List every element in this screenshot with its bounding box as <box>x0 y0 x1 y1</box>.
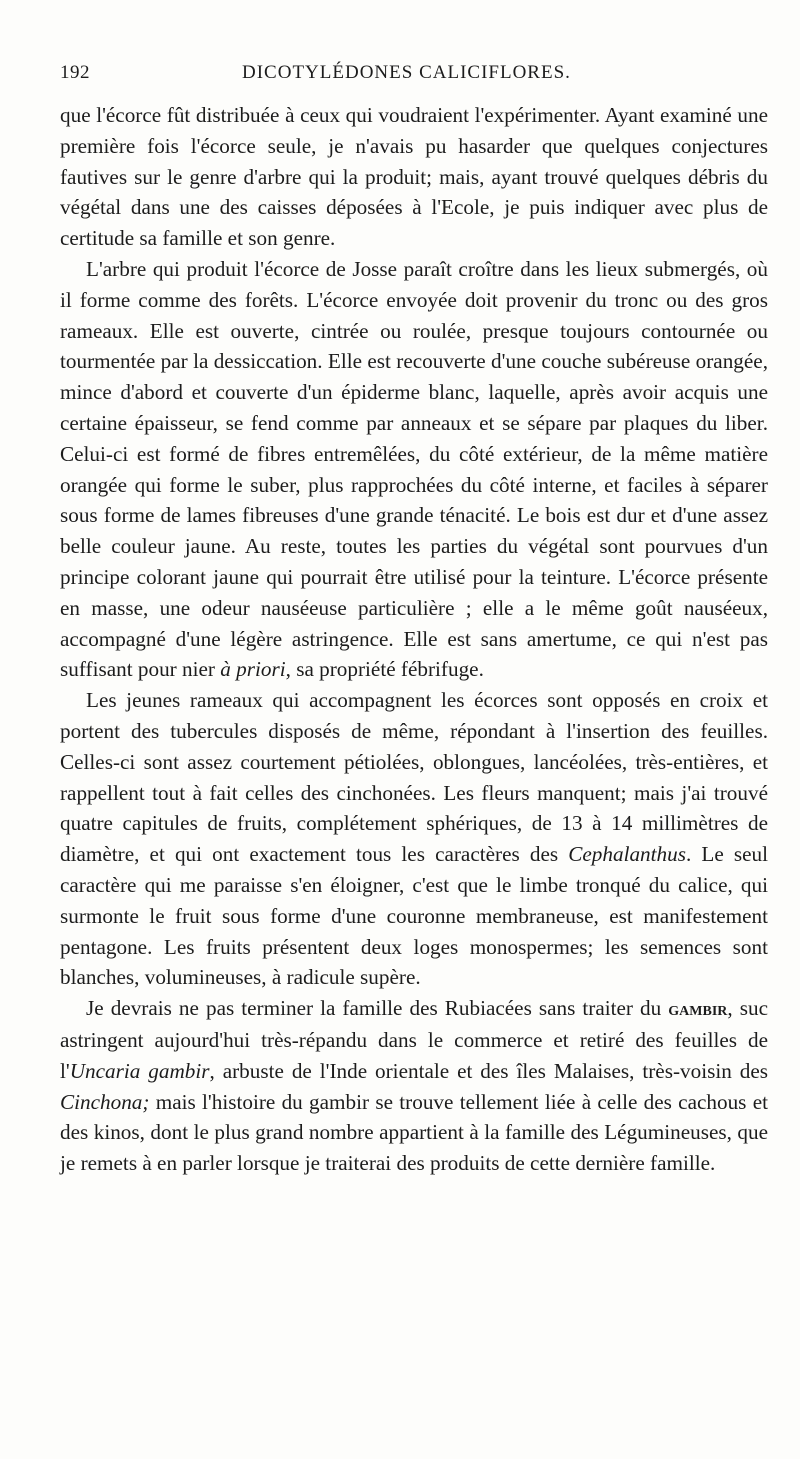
running-head <box>60 62 760 86</box>
italic-a-priori: à priori <box>220 657 286 682</box>
paragraph-4-text: Je devrais ne pas terminer la famille des Rubiacées sans traiter du <box>86 996 669 1021</box>
paragraph-2-text: L'arbre qui produit l'écorce de Josse paraît croître dans les lieux submergés, où il forme comme des forêts. L'écorce envoyée doit provenir du tronc ou des gros rameaux. Elle est ouverte, cintrée ou roulée, presque toujours contournée ou tourmentée par la dessiccation. Elle est recouverte d'une couche subéreuse orangée, mince d'abord et couverte d'un épiderme blanc, laquelle, après avoir acquis une certaine épaisseur, se fend comme par anneaux et se sépare par plaques du liber. Celui-ci est formé de fibres entremêlées, du côté extérieur, de la même matière orangée qui forme le suber, plus rapprochées du côté interne, et faciles à séparer sous forme de lames fibreuses d'une grande ténacité. Le bois est dur et d'une assez belle couleur jaune. Au reste, toutes les parties du végétal sont pourvues d'un principe colorant jaune qui pourrait être utilisé pour la teinture. L'écorce présente en masse, une odeur nauséeuse particulière ; elle a le même goût nauséeux, accompagné d'une légère astringence. Elle est sans amertume, ce qui n'est pas suffisant pour nier <box>60 256 768 682</box>
italic-cephalanthus: Cephalanthus <box>568 842 686 867</box>
paragraph-3 <box>60 685 768 993</box>
paragraph-3-tail: . Le seul caractère qui me paraisse s'en éloigner, c'est que le limbe tronqué du calice, qui surmonte le fruit sous forme d'une couronne membraneuse, est manifestement pentagone. Les fruits présentent deux loges monospermes; les semences sont blanches, volumineuses, à radicule supère. <box>60 842 769 990</box>
italic-cinchona: Cinchona; <box>60 1089 150 1114</box>
paragraph-1 <box>60 100 768 254</box>
body-text <box>60 100 768 1179</box>
page-number: 192 <box>60 62 90 83</box>
paragraph-3-text: Les jeunes rameaux qui accompagnent les écorces sont opposés en croix et portent des tubercules disposés de même, répondant à l'insertion des feuilles. Celles-ci sont assez courtement pétiolées, oblongues, lancéolées, très-entières, et rappellent tout à fait celles des cinchonées. Les fleurs manquent; mais j'ai trouvé quatre capitules de fruits, complétement sphériques, de 13 à 14 millimètres de diamètre, et qui ont exactement tous les caractères des <box>60 688 768 867</box>
running-title: DICOTYLÉDONES CALICIFLORES. <box>242 62 571 83</box>
paragraph-2 <box>60 254 768 685</box>
paragraph-4-text-3: , arbuste de l'Inde orientale et des îles Malaises, très-voisin des <box>209 1058 768 1083</box>
bold-gambir: gambir <box>668 998 728 1021</box>
paragraph-4-text-2: , suc astringent aujourd'hui très-répandu dans le commerce et retiré des feuilles de l' <box>60 996 768 1083</box>
paragraph-4-tail: mais l'histoire du gambir se trouve tellement liée à celle des cachous et des kinos, dont le plus grand nombre appartient à la famille des Légumineuses, que je remets à en parler lorsque je traiterai des produits de cette dernière famille. <box>60 1089 768 1176</box>
paragraph-2-tail: , sa propriété fébrifuge. <box>285 657 484 682</box>
paragraph-1-text: que l'écorce fût distribuée à ceux qui voudraient l'expérimenter. Ayant examiné une première fois l'écorce seule, je n'avais pu hasarder que quelques conjectures fautives sur le genre d'arbre qui la produit; mais, ayant trouvé quelques débris du végétal dans une des caisses déposées à l'Ecole, je puis indiquer avec plus de certitude sa famille et son genre. <box>60 103 768 251</box>
italic-uncaria-gambir: Uncaria gambir <box>69 1058 210 1083</box>
paragraph-4 <box>60 993 768 1179</box>
